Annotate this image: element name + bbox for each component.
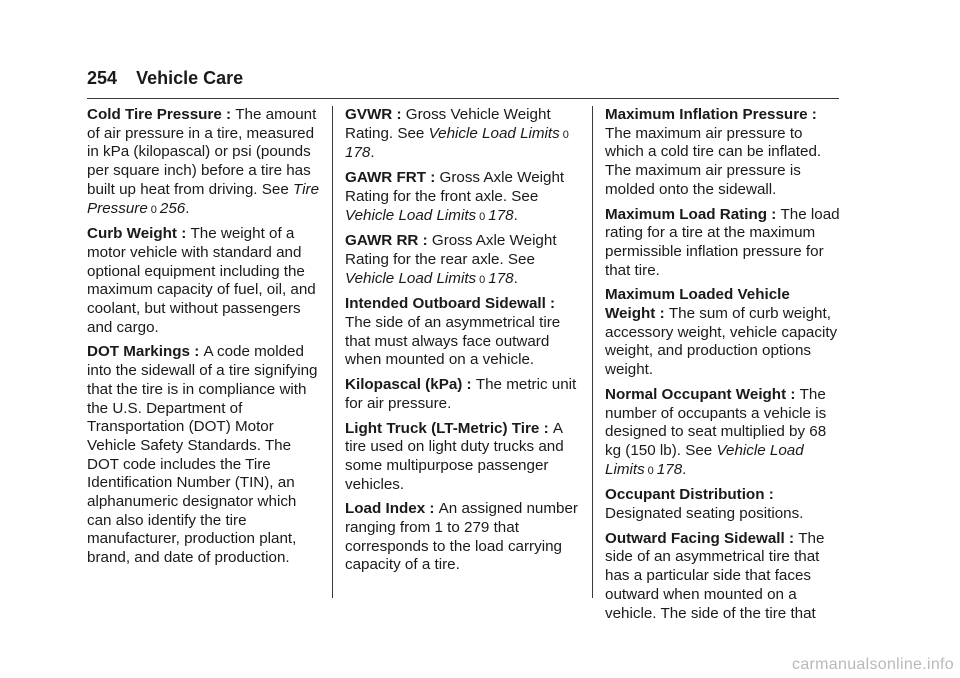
glossary-definition: The sum of curb weight, accessory weight, vehicle capacity weight, and production options weight. bbox=[605, 305, 838, 379]
glossary-definition: The side of an asymmetrical tire that has a particular side that faces outward when mounted on a vehicle. The side of the tire that bbox=[605, 529, 825, 622]
cross-reference-link[interactable]: Vehicle Load Limits bbox=[345, 206, 477, 224]
glossary-definition: Gross Axle Weight Rating for the rear axle. See bbox=[345, 232, 557, 268]
page-header bbox=[87, 68, 243, 89]
term-separator: : bbox=[418, 232, 432, 250]
glossary-definition: The side of an asymmetrical tire that must always face outward when mounted on a vehicle. bbox=[345, 314, 561, 369]
term-separator: : bbox=[426, 169, 440, 187]
header-rule bbox=[87, 98, 839, 99]
glossary-definition: A code molded into the sidewall of a tire signifying that the tire is in compliance with the U.S. Department of Transportation (DOT) Motor Vehicle Safety Standards. The DOT code includes the Tire Identification Number (TIN), an alphanumeric designator which can also identify the tire manufacturer, production plant, brand, and date of production. bbox=[87, 343, 318, 567]
cross-reference-link[interactable]: Vehicle Load Limits bbox=[345, 269, 477, 287]
glossary-term: Light Truck (LT-Metric) Tire bbox=[345, 419, 540, 437]
glossary-entry bbox=[605, 486, 841, 523]
glossary-definition: Gross Axle Weight Rating for the front axle. See bbox=[345, 169, 565, 205]
glossary-entry bbox=[605, 206, 841, 281]
glossary-term: Normal Occupant Weight bbox=[605, 385, 787, 403]
glossary-term: Maximum Loaded Vehicle Weight bbox=[605, 286, 790, 323]
glossary-definition: An assigned number ranging from 1 to 279 that corresponds to the load carrying capacity of a tire. bbox=[345, 500, 578, 574]
glossary-term: GAWR FRT bbox=[345, 169, 426, 187]
glossary-term: Cold Tire Pressure bbox=[87, 106, 222, 123]
glossary-entry bbox=[345, 420, 581, 495]
term-separator: : bbox=[189, 343, 204, 361]
term-separator: : bbox=[177, 225, 191, 243]
glossary-entry bbox=[345, 295, 581, 370]
page-ref-arrow-icon: 0 bbox=[479, 210, 486, 223]
page-reference[interactable]: 178 bbox=[656, 460, 683, 478]
column-2 bbox=[345, 106, 581, 581]
cross-reference-link[interactable]: Vehicle Load Limits bbox=[428, 124, 560, 142]
term-separator: : bbox=[221, 106, 236, 123]
glossary-term: Kilopascal (kPa) bbox=[345, 376, 463, 394]
term-separator: : bbox=[655, 305, 669, 323]
column-divider-2 bbox=[592, 106, 593, 598]
term-separator: : bbox=[392, 106, 406, 123]
glossary-definition: A tire used on light duty trucks and some multipurpose passenger vehicles. bbox=[345, 419, 564, 493]
page-ref-arrow-icon: 0 bbox=[647, 464, 654, 477]
glossary-definition: The load rating for a tire at the maximum permissible inflation pressure for that tire. bbox=[605, 205, 840, 279]
glossary-term: GVWR bbox=[345, 106, 393, 123]
cross-reference-link[interactable]: Vehicle Load Limits bbox=[605, 441, 804, 478]
glossary-entry bbox=[345, 500, 581, 575]
glossary-entry bbox=[87, 106, 323, 219]
glossary-definition: The number of occupants a vehicle is designed to seat multiplied by 68 kg (150 lb). See bbox=[605, 385, 827, 459]
column-1 bbox=[87, 106, 323, 574]
page-number: 254 bbox=[87, 68, 118, 88]
glossary-term: GAWR RR bbox=[345, 232, 419, 250]
glossary-term: Outward Facing Sidewall bbox=[605, 529, 785, 547]
glossary-entry bbox=[345, 232, 581, 289]
glossary-entry bbox=[345, 106, 581, 163]
sentence-end: . bbox=[513, 269, 518, 287]
column-divider-1 bbox=[332, 106, 333, 598]
glossary-entry bbox=[605, 106, 841, 200]
glossary-definition: The metric unit for air pressure. bbox=[345, 376, 577, 412]
page-ref-arrow-icon: 0 bbox=[562, 128, 569, 141]
glossary-entry bbox=[605, 530, 841, 624]
glossary-definition: The weight of a motor vehicle with standard and optional equipment including the maximum capacity of fuel, oil, and coolant, but without passengers and cargo. bbox=[87, 225, 316, 336]
term-separator: : bbox=[786, 385, 800, 403]
glossary-term: Load Index bbox=[345, 500, 426, 518]
term-separator: : bbox=[807, 106, 817, 123]
sentence-end: . bbox=[513, 206, 518, 224]
page-ref-arrow-icon: 0 bbox=[150, 203, 157, 216]
section-title: Vehicle Care bbox=[136, 68, 244, 88]
term-separator: : bbox=[425, 500, 439, 518]
glossary-term: DOT Markings bbox=[87, 343, 190, 361]
term-separator: : bbox=[767, 205, 781, 223]
term-separator: : bbox=[784, 529, 799, 547]
glossary-term: Occupant Distribution bbox=[605, 486, 765, 504]
glossary-entry bbox=[87, 343, 323, 567]
glossary-definition: Designated seating positions. bbox=[605, 505, 804, 523]
glossary-term: Maximum Inflation Pressure bbox=[605, 106, 808, 123]
sentence-end: . bbox=[370, 144, 375, 162]
glossary-term: Intended Outboard Sidewall bbox=[345, 295, 546, 313]
page-reference[interactable]: 178 bbox=[488, 269, 514, 287]
sentence-end: . bbox=[185, 199, 190, 217]
glossary-entry bbox=[605, 386, 841, 481]
glossary-term: Curb Weight bbox=[87, 225, 177, 243]
glossary-term: Maximum Load Rating bbox=[605, 205, 768, 223]
page-reference[interactable]: 256 bbox=[159, 199, 186, 217]
glossary-definition: The amount of air pressure in a tire, measured in kPa (kilopascal) or psi (pounds per square inch) before a tire has built up heat from driving. See bbox=[87, 106, 317, 198]
page-reference[interactable]: 178 bbox=[345, 144, 371, 162]
sentence-end: . bbox=[682, 460, 687, 478]
glossary-definition: Gross Vehicle Weight Rating. See bbox=[345, 106, 551, 142]
glossary-entry bbox=[87, 225, 323, 337]
glossary-definition: The maximum air pressure to which a cold tire can be inflated. The maximum air pressure is molded onto the sidewall. bbox=[605, 124, 822, 198]
cross-reference-link[interactable]: Tire Pressure bbox=[87, 180, 320, 217]
glossary-entry bbox=[345, 169, 581, 226]
page-reference[interactable]: 178 bbox=[488, 206, 514, 224]
glossary-entry bbox=[345, 376, 581, 413]
column-3 bbox=[605, 106, 841, 629]
term-separator: : bbox=[545, 295, 556, 313]
term-separator: : bbox=[764, 486, 774, 504]
term-separator: : bbox=[462, 376, 476, 394]
page-ref-arrow-icon: 0 bbox=[479, 273, 486, 286]
term-separator: : bbox=[539, 419, 553, 437]
glossary-entry bbox=[605, 286, 841, 380]
watermark: carmanualsonline.info bbox=[792, 656, 954, 673]
